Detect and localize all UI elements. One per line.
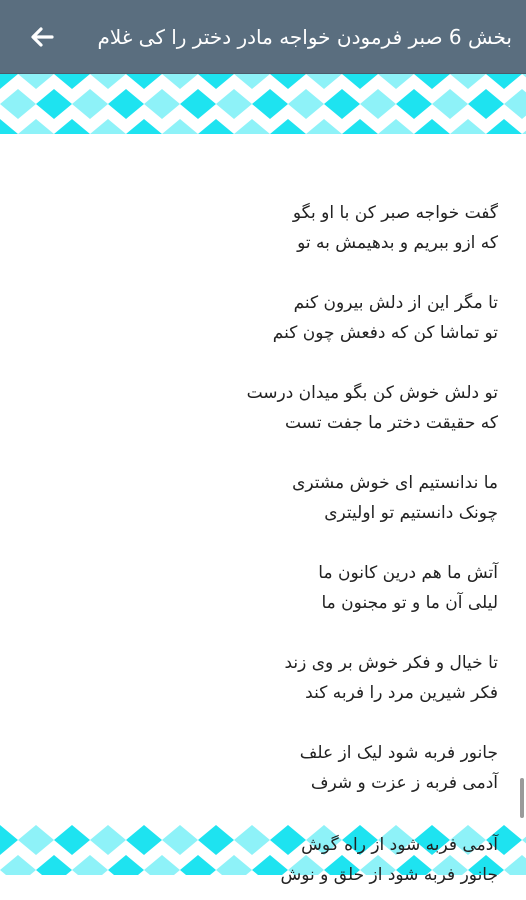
poem-line: ما ندانستیم ای خوش مشتری <box>292 473 498 493</box>
pattern-diamond <box>522 825 526 855</box>
arrow-back-icon[interactable] <box>30 26 54 48</box>
poem-line: لیلی آن ما و تو مجنون ما <box>321 593 498 613</box>
pattern-diamond <box>306 119 342 134</box>
poem-line: گفت خواجه صبر کن با او بگو <box>292 203 498 223</box>
poem-stanza <box>28 558 498 618</box>
pattern-diamond <box>54 119 90 134</box>
poem-line: چونک دانستیم تو اولیتری <box>324 503 498 523</box>
pattern-diamond <box>216 89 252 119</box>
pattern-diamond <box>234 119 270 134</box>
pattern-diamond <box>270 119 306 134</box>
pattern-diamond <box>72 89 108 119</box>
pattern-diamond <box>0 825 18 855</box>
pattern-diamond <box>450 119 486 134</box>
pattern-diamond <box>0 89 36 119</box>
pattern-diamond <box>486 119 522 134</box>
scrollbar-thumb[interactable] <box>520 778 524 818</box>
pattern-diamond <box>252 89 288 119</box>
pattern-diamond <box>522 74 526 89</box>
poem-stanza <box>28 378 498 438</box>
pattern-diamond <box>432 89 468 119</box>
pattern-diamond <box>504 855 526 875</box>
pattern-diamond <box>144 89 180 119</box>
poem-text <box>28 198 498 828</box>
pattern-diamond <box>378 74 414 89</box>
poem-line: تا خیال و فکر خوش بر وی زند <box>284 653 498 673</box>
poem-stanza <box>28 288 498 348</box>
decorative-pattern-top <box>0 74 526 134</box>
pattern-diamond <box>162 119 198 134</box>
poem-line: آدمی فربه شود از راه گوش <box>301 835 498 855</box>
poem-line: جانور فربه شود لیک از علف <box>299 743 498 763</box>
pattern-diamond <box>414 119 450 134</box>
poem-stanza <box>28 468 498 528</box>
app-bar <box>0 0 526 74</box>
poem-line: جانور فربه شود از حلق و نوش <box>280 865 498 885</box>
poem-line: آتش ما هم درین کانون ما <box>318 563 498 583</box>
pattern-diamond <box>54 74 90 89</box>
poem-stanza <box>28 198 498 258</box>
pattern-diamond <box>306 74 342 89</box>
pattern-diamond <box>450 74 486 89</box>
chapter-title: بخش 6 صبر فرمودن خواجه مادر دختر را کی غلام <box>97 24 512 49</box>
pattern-diamond <box>486 74 522 89</box>
poem-line: تا مگر این از دلش بیرون کنم <box>293 293 498 313</box>
poem-line: که ازو ببریم و بدهیمش به تو <box>297 233 498 253</box>
pattern-diamond <box>198 74 234 89</box>
poem-content[interactable] <box>0 134 526 900</box>
pattern-diamond <box>522 119 526 134</box>
scrollbar[interactable] <box>520 138 524 798</box>
pattern-diamond <box>342 74 378 89</box>
pattern-diamond <box>36 89 72 119</box>
pattern-diamond <box>234 74 270 89</box>
pattern-diamond <box>90 74 126 89</box>
pattern-diamond <box>18 74 54 89</box>
pattern-diamond <box>162 74 198 89</box>
pattern-diamond <box>414 74 450 89</box>
poem-line: فکر شیرین مرد را فربه کند <box>305 683 498 703</box>
pattern-diamond <box>360 89 396 119</box>
pattern-diamond <box>468 89 504 119</box>
pattern-diamond <box>108 89 144 119</box>
partial-stanza <box>28 830 498 890</box>
pattern-diamond <box>18 119 54 134</box>
pattern-diamond <box>0 119 18 134</box>
pattern-diamond <box>396 89 432 119</box>
pattern-diamond <box>126 74 162 89</box>
pattern-diamond <box>378 119 414 134</box>
pattern-diamond <box>180 89 216 119</box>
pattern-diamond <box>342 119 378 134</box>
pattern-diamond <box>198 119 234 134</box>
pattern-diamond <box>288 89 324 119</box>
poem-stanza <box>28 648 498 708</box>
pattern-diamond <box>324 89 360 119</box>
pattern-diamond <box>126 119 162 134</box>
pattern-diamond <box>0 74 18 89</box>
poem-line: که حقیقت دختر ما جفت تست <box>284 413 498 433</box>
poem-line: تو تماشا کن که دفعش چون کنم <box>272 323 498 343</box>
poem-stanza <box>28 738 498 798</box>
pattern-diamond <box>270 74 306 89</box>
poem-line: تو دلش خوش کن بگو میدان درست <box>246 383 498 403</box>
pattern-diamond <box>90 119 126 134</box>
poem-line: آدمی فربه ز عزت و شرف <box>310 773 498 793</box>
pattern-diamond <box>504 89 526 119</box>
